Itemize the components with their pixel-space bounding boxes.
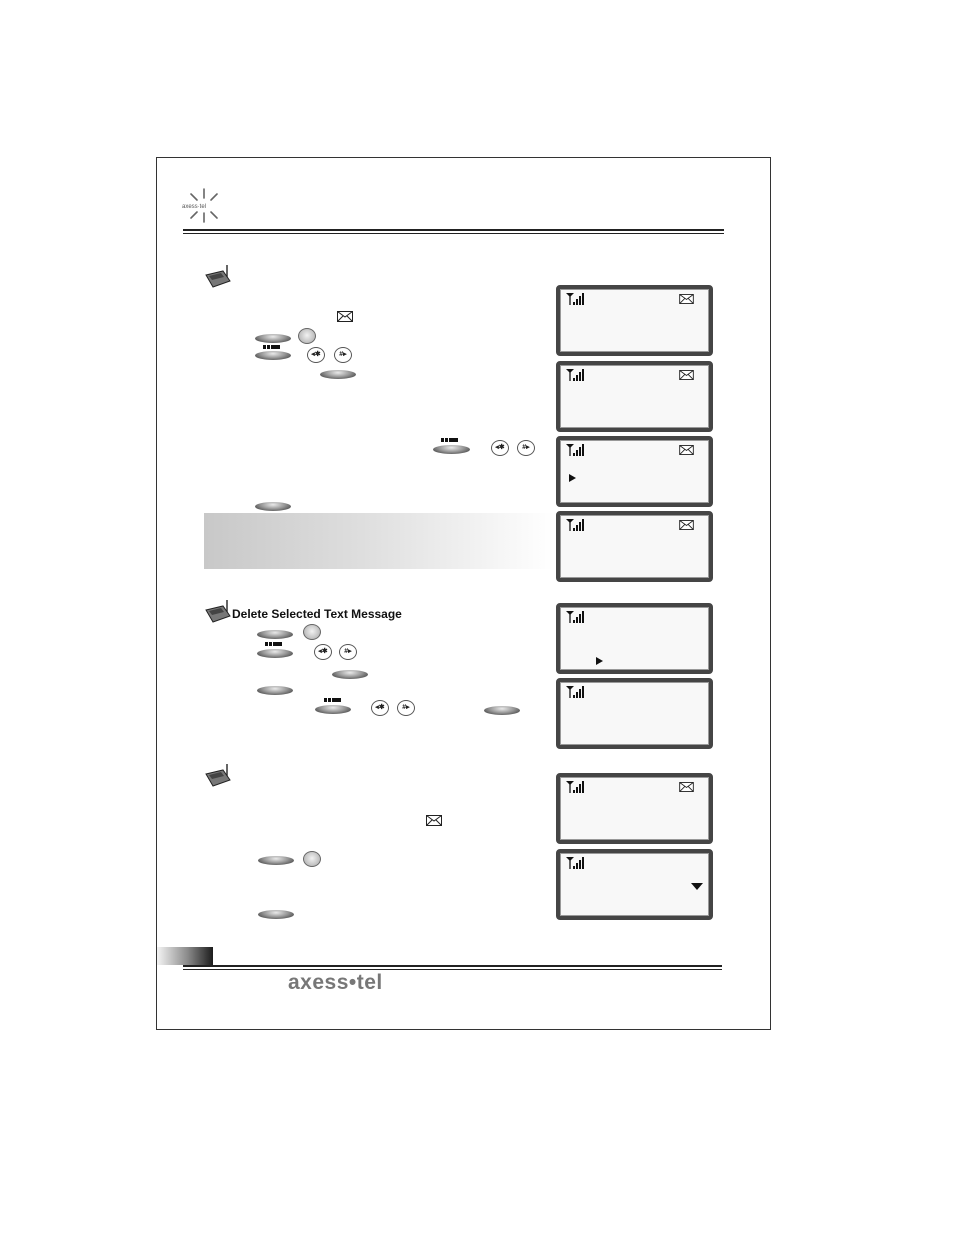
menu-key[interactable] xyxy=(255,351,291,360)
signal-icon xyxy=(566,293,584,305)
menu-key[interactable] xyxy=(315,705,351,714)
lcd-screen xyxy=(556,603,713,674)
scroll-right-key[interactable]: #▸ xyxy=(334,347,352,363)
note-band xyxy=(204,513,554,569)
select-mark xyxy=(324,698,342,702)
scroll-right-key[interactable]: #▸ xyxy=(339,644,357,660)
lcd-screen xyxy=(556,849,713,920)
select-mark xyxy=(441,438,459,442)
lcd-screen xyxy=(556,511,713,582)
envelope-icon xyxy=(337,311,353,322)
signal-icon xyxy=(566,611,584,623)
scroll-right-key[interactable]: #▸ xyxy=(397,700,415,716)
menu-key[interactable] xyxy=(257,630,293,639)
pointer-icon xyxy=(569,474,576,482)
signal-icon xyxy=(566,369,584,381)
scroll-left-key[interactable]: ◂✱ xyxy=(314,644,332,660)
ok-key[interactable] xyxy=(255,502,291,511)
header-rule xyxy=(183,229,724,234)
ok-key[interactable] xyxy=(320,370,356,379)
logo-small-text: axess·tel xyxy=(182,204,207,210)
pointer-icon xyxy=(596,657,603,665)
signal-icon xyxy=(566,444,584,456)
ok-key[interactable] xyxy=(258,910,294,919)
lcd-screen xyxy=(556,773,713,844)
envelope-icon xyxy=(679,520,694,530)
scroll-left-key[interactable]: ◂✱ xyxy=(307,347,325,363)
brand-name: axess•tel xyxy=(288,971,383,994)
scroll-left-key[interactable]: ◂✱ xyxy=(371,700,389,716)
signal-icon xyxy=(566,686,584,698)
menu-key[interactable] xyxy=(433,445,470,454)
round-key[interactable] xyxy=(303,851,321,867)
ok-key[interactable] xyxy=(332,670,368,679)
scroll-left-key[interactable]: ◂✱ xyxy=(491,440,509,456)
phone-icon xyxy=(203,598,233,624)
envelope-icon xyxy=(679,370,694,380)
envelope-icon xyxy=(679,445,694,455)
scroll-right-key[interactable]: #▸ xyxy=(517,440,535,456)
select-mark xyxy=(265,642,283,646)
lcd-screen xyxy=(556,436,713,507)
lcd-screen xyxy=(556,678,713,749)
ok-key[interactable] xyxy=(484,706,520,715)
menu-key[interactable] xyxy=(258,856,294,865)
page-number-tab xyxy=(157,947,213,965)
round-key[interactable] xyxy=(298,328,316,344)
footer-rule xyxy=(183,965,722,970)
signal-icon xyxy=(566,857,584,869)
lcd-screen xyxy=(556,361,713,432)
round-key[interactable] xyxy=(303,624,321,640)
envelope-icon xyxy=(679,782,694,792)
arrow-down-icon xyxy=(691,883,703,890)
lcd-screen xyxy=(556,285,713,356)
phone-icon xyxy=(203,762,233,788)
phone-icon xyxy=(203,263,233,289)
envelope-icon xyxy=(426,815,442,826)
signal-icon xyxy=(566,781,584,793)
menu-key[interactable] xyxy=(257,686,293,695)
menu-key[interactable] xyxy=(255,334,291,343)
envelope-icon xyxy=(679,294,694,304)
section-heading: Delete Selected Text Message xyxy=(232,607,402,621)
menu-key[interactable] xyxy=(257,649,293,658)
select-mark xyxy=(263,345,281,349)
signal-icon xyxy=(566,519,584,531)
